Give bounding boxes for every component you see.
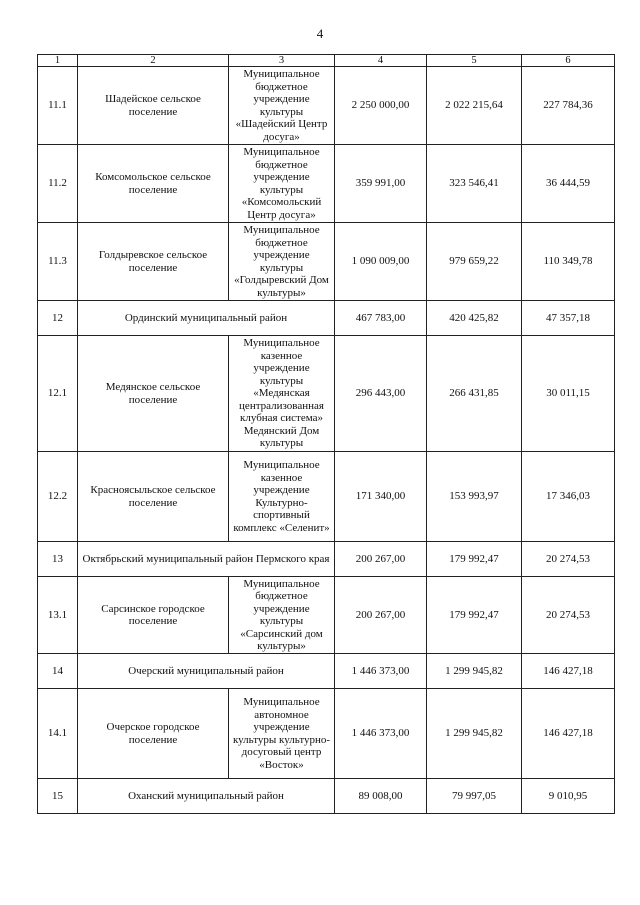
- municipality-name: Сарсинское городское поселение: [78, 577, 229, 654]
- column-header: 2: [78, 55, 229, 67]
- institution-name: Муниципальное казенное учреждение Культурно-спортивный комплекс «Селенит»: [229, 452, 335, 542]
- amount-col5: 979 659,22: [427, 223, 522, 301]
- amount-col5: 1 299 945,82: [427, 689, 522, 779]
- amount-col5: 2 022 215,64: [427, 67, 522, 145]
- row-number: 13.1: [38, 577, 78, 654]
- municipality-name: Голдыревское сельское поселение: [78, 223, 229, 301]
- amount-col6: 20 274,53: [522, 542, 615, 577]
- column-header: 4: [335, 55, 427, 67]
- amount-col6: 36 444,59: [522, 145, 615, 223]
- institution-name: Муниципальное бюджетное учреждение культуры «Шадейский Центр досуга»: [229, 67, 335, 145]
- amount-col6: 9 010,95: [522, 779, 615, 814]
- municipality-name: Медянское сельское поселение: [78, 336, 229, 452]
- column-number-row: [38, 55, 615, 67]
- amount-col5: 153 993,97: [427, 452, 522, 542]
- amount-col4: 359 991,00: [335, 145, 427, 223]
- row-number: 11.1: [38, 67, 78, 145]
- amount-col6: 20 274,53: [522, 577, 615, 654]
- row-number: 11.3: [38, 223, 78, 301]
- amount-col5: 1 299 945,82: [427, 654, 522, 689]
- row-number: 11.2: [38, 145, 78, 223]
- amount-col4: 89 008,00: [335, 779, 427, 814]
- allocation-table: [37, 54, 615, 814]
- amount-col4: 1 090 009,00: [335, 223, 427, 301]
- amount-col6: 227 784,36: [522, 67, 615, 145]
- amount-col6: 30 011,15: [522, 336, 615, 452]
- amount-col5: 179 992,47: [427, 577, 522, 654]
- amount-col6: 146 427,18: [522, 654, 615, 689]
- table-row-district: [38, 654, 615, 689]
- district-name: Ординский муниципальный район: [78, 301, 335, 336]
- municipality-name: Комсомольское сельское поселение: [78, 145, 229, 223]
- amount-col4: 171 340,00: [335, 452, 427, 542]
- district-name: Октябрьский муниципальный район Пермского края: [78, 542, 335, 577]
- amount-col4: 1 446 373,00: [335, 689, 427, 779]
- row-number: 14.1: [38, 689, 78, 779]
- amount-col4: 200 267,00: [335, 542, 427, 577]
- row-number: 12.2: [38, 452, 78, 542]
- table-row: [38, 145, 615, 223]
- district-name: Оханский муниципальный район: [78, 779, 335, 814]
- page-number: 4: [316, 26, 324, 41]
- amount-col6: 110 349,78: [522, 223, 615, 301]
- institution-name: Муниципальное казенное учреждение культуры «Медянская централизованная клубная система» Медянский Дом культуры: [229, 336, 335, 452]
- table-row-district: [38, 779, 615, 814]
- amount-col5: 420 425,82: [427, 301, 522, 336]
- row-number: 12: [38, 301, 78, 336]
- row-number: 13: [38, 542, 78, 577]
- amount-col5: 79 997,05: [427, 779, 522, 814]
- table-row: [38, 452, 615, 542]
- municipality-name: Красноясыльское сельское поселение: [78, 452, 229, 542]
- column-header: 3: [229, 55, 335, 67]
- amount-col5: 266 431,85: [427, 336, 522, 452]
- table-row: [38, 336, 615, 452]
- amount-col6: 146 427,18: [522, 689, 615, 779]
- institution-name: Муниципальное бюджетное учреждение культуры «Голдыревский Дом культуры»: [229, 223, 335, 301]
- row-number: 14: [38, 654, 78, 689]
- amount-col4: 296 443,00: [335, 336, 427, 452]
- column-header: 5: [427, 55, 522, 67]
- table-row-district: [38, 301, 615, 336]
- municipality-name: Шадейское сельское поселение: [78, 67, 229, 145]
- district-name: Очерский муниципальный район: [78, 654, 335, 689]
- table-row: [38, 577, 615, 654]
- amount-col6: 17 346,03: [522, 452, 615, 542]
- table-row: [38, 67, 615, 145]
- institution-name: Муниципальное бюджетное учреждение культуры «Комсомольский Центр досуга»: [229, 145, 335, 223]
- table-row: [38, 223, 615, 301]
- institution-name: Муниципальное бюджетное учреждение культуры «Сарсинский дом культуры»: [229, 577, 335, 654]
- row-number: 12.1: [38, 336, 78, 452]
- amount-col6: 47 357,18: [522, 301, 615, 336]
- column-header: 6: [522, 55, 615, 67]
- table-row: [38, 689, 615, 779]
- amount-col4: 2 250 000,00: [335, 67, 427, 145]
- column-header: 1: [38, 55, 78, 67]
- institution-name: Муниципальное автономное учреждение культуры культурно-досуговый центр «Восток»: [229, 689, 335, 779]
- amount-col5: 323 546,41: [427, 145, 522, 223]
- amount-col4: 467 783,00: [335, 301, 427, 336]
- amount-col5: 179 992,47: [427, 542, 522, 577]
- amount-col4: 1 446 373,00: [335, 654, 427, 689]
- amount-col4: 200 267,00: [335, 577, 427, 654]
- table-row-district: [38, 542, 615, 577]
- row-number: 15: [38, 779, 78, 814]
- municipality-name: Очерское городское поселение: [78, 689, 229, 779]
